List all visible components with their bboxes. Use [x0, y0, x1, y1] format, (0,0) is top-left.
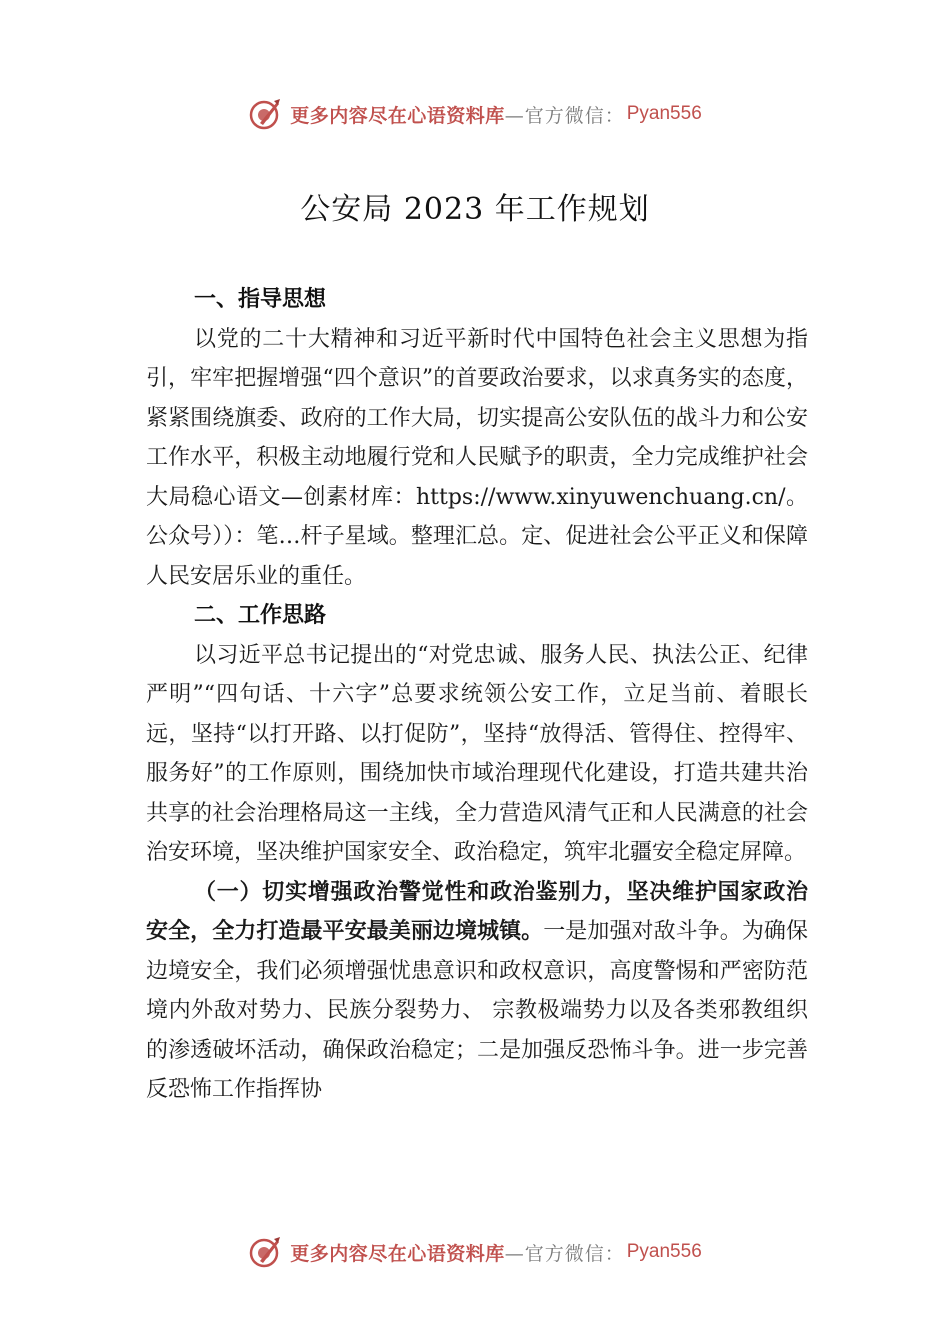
- header-banner[interactable]: [0, 94, 950, 134]
- paragraph-guiding-ideology: 以党的二十大精神和习近平新时代中国特色社会主义思想为指引，牢牢把握增强“四个意识”的首要政治要求，以求真务实的态度，紧紧围绕旗委、政府的工作大局，切实提高公安队伍的战斗力和公安工作水平，积极主动地履行党和人民赋予的职责，全力完成维护社会大局稳心语文—创素材库：https://www.xinyuwenchuang.cn/。公众号））：笔…杆子星域。整理汇总。定、促进社会公平正义和保障人民安居乐业的重任。: [146, 326, 808, 589]
- banner-library-text: 更多内容尽在心语资料库: [290, 104, 505, 127]
- paragraph-political-security: [146, 873, 808, 1110]
- banner-wechat-label: —官方微信：: [504, 1242, 625, 1265]
- banner-library-text: 更多内容尽在心语资料库: [290, 1242, 505, 1265]
- paragraph-body-text: 一是加强对敌斗争。为确保边境安全，我们必须增强忧患意识和政权意识，高度警惕和严密防范境内外敌对势力、民族分裂势力、 宗教极端势力以及各类邪教组织的渗透破坏活动，确保政治稳定；二是加强反恐怖斗争。进一步完善反恐怖工作指挥协: [146, 919, 808, 1102]
- paragraph-bold-lead: （一）切实增强政治警觉性和政治鉴别力，坚决维护国家政治安全，全力打造最平安最美丽边境城镇。: [146, 878, 808, 944]
- section-heading-guiding-ideology: 一、指导思想: [194, 287, 327, 312]
- banner-wechat-id: Pyan556: [626, 103, 702, 124]
- footer-banner[interactable]: [0, 1232, 950, 1272]
- pen-logo-icon: [248, 1235, 282, 1269]
- pen-logo-icon: [248, 97, 282, 131]
- document-body: [146, 280, 808, 1110]
- paragraph-work-approach: 以习近平总书记提出的“对党忠诚、服务人民、执法公正、纪律严明”“四句话、十六字”总要求统领公安工作，立足当前、着眼长远，坚持“以打开路、以打促防”，坚持“放得活、管得住、控得牢、服务好”的工作原则，围绕加快市域治理现代化建设，打造共建共治共享的社会治理格局这一主线，全力营造风清气正和人民满意的社会治安环境，坚决维护国家安全、政治稳定，筑牢北疆安全稳定屏障。: [146, 642, 808, 865]
- banner-wechat-id: Pyan556: [626, 1241, 702, 1262]
- banner-wechat-label: —官方微信：: [504, 104, 625, 127]
- document-title: 公安局 2023 年工作规划: [300, 192, 650, 227]
- section-heading-work-approach: 二、工作思路: [194, 603, 327, 628]
